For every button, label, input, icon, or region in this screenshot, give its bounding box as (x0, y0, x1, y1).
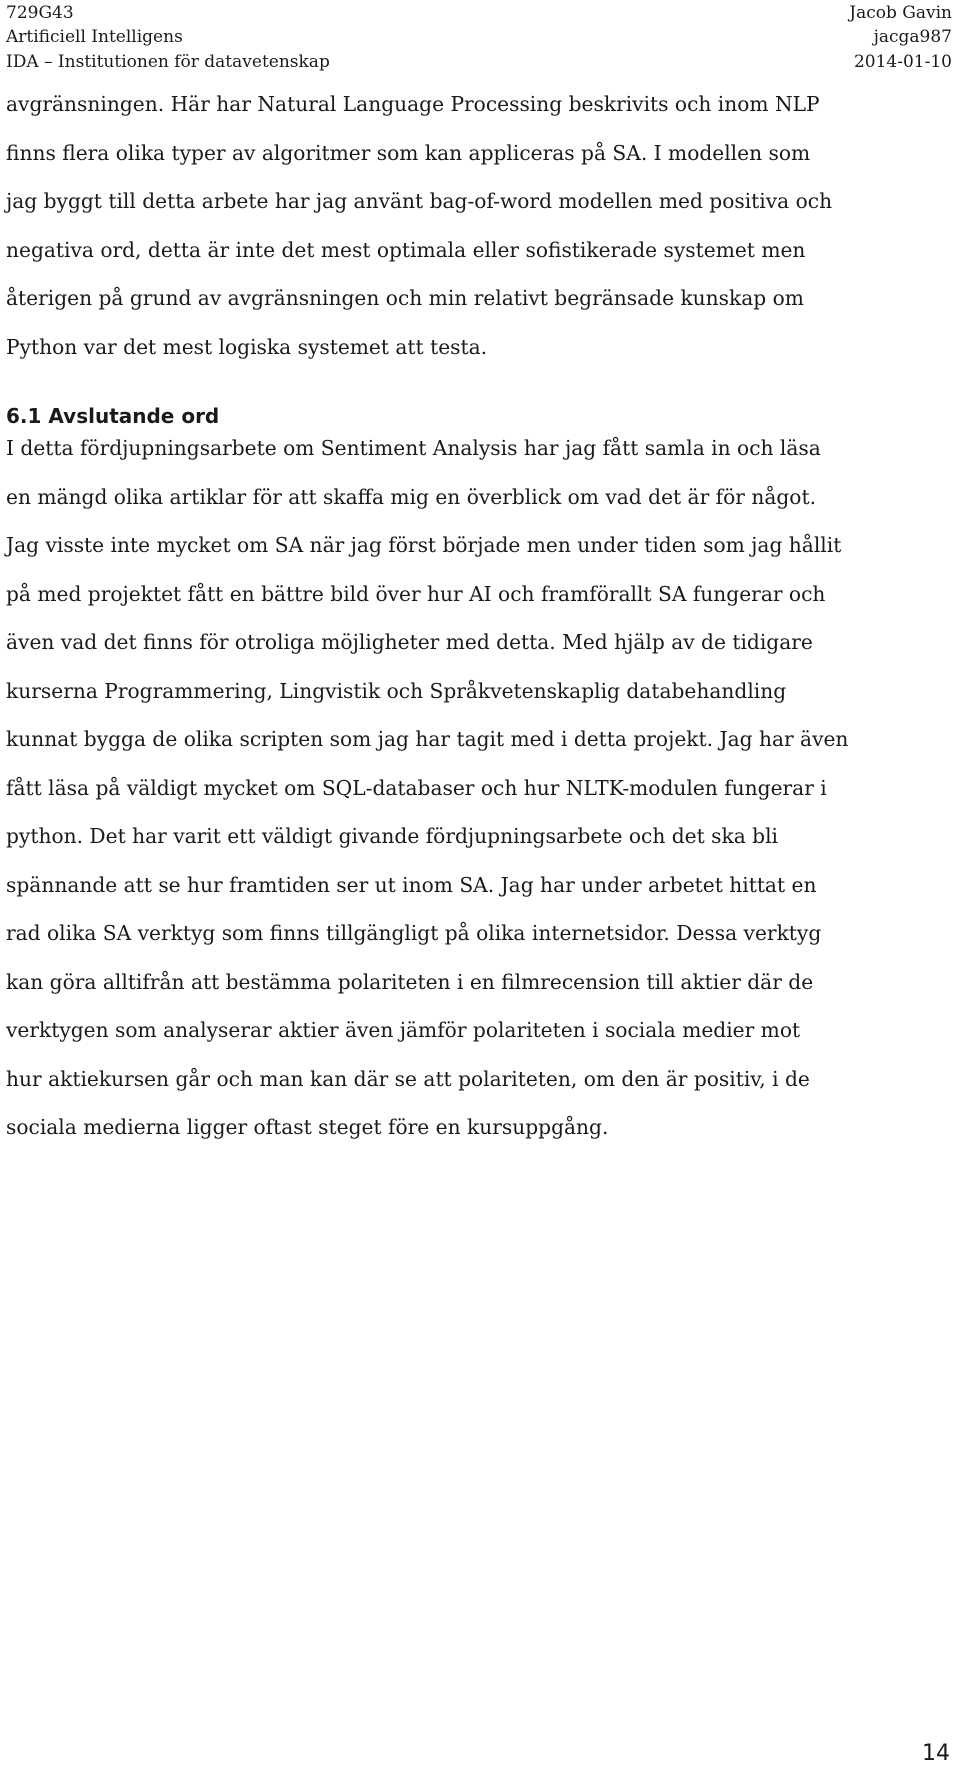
text-line: på med projektet fått en bättre bild över hur AI och framförallt SA fungerar och (6, 581, 826, 606)
text-line: Jag visste inte mycket om SA när jag först började men under tiden som jag hållit (6, 533, 842, 557)
text-line: kan göra alltifrån att bestämma polariteten i en filmrecension till aktier där de (6, 969, 814, 994)
section-6-1 (6, 394, 946, 1152)
text-line: avgränsningen. Här har Natural Language Processing beskrivits och inom NLP (6, 92, 820, 116)
text-line: jag byggt till detta arbete har jag använt bag-of-word modellen med positiva och (6, 189, 833, 213)
text-line: kunnat bygga de olika scripten som jag har tagit med i detta projekt. Jag har även (6, 727, 849, 751)
text-line: python. Det har varit ett väldigt givande fördjupningsarbete och det ska bli (6, 824, 779, 848)
document-date: 2014-01-10 (853, 52, 952, 72)
intro-paragraph (6, 80, 946, 371)
section-heading: 6.1 Avslutande ord (6, 404, 220, 428)
course-name: Artificiell Intelligens (6, 27, 183, 47)
text-line: rad olika SA verktyg som finns tillgängligt på olika internetsidor. Dessa verktyg (6, 921, 822, 945)
text-line: hur aktiekursen går och man kan där se att polariteten, om den är positiv, i de (6, 1066, 810, 1091)
text-line: en mängd olika artiklar för att skaffa mig en överblick om vad det är för något. (6, 484, 816, 509)
author-name: Jacob Gavin (849, 3, 952, 23)
text-line: finns flera olika typer av algoritmer som kan appliceras på SA. I modellen som (6, 140, 811, 165)
text-line: återigen på grund av avgränsningen och min relativt begränsade kunskap om (6, 286, 804, 310)
header-row-2 (6, 26, 952, 48)
author-id: jacga987 (873, 27, 952, 47)
header-row-3 (6, 51, 952, 73)
text-line: spännande att se hur framtiden ser ut inom SA. Jag har under arbetet hittat en (6, 872, 817, 897)
text-line: Python var det mest logiska systemet att testa. (6, 334, 488, 359)
text-line: kurserna Programmering, Lingvistik och Språkvetenskaplig databehandling (6, 678, 787, 703)
department: IDA – Institutionen för datavetenskap (6, 52, 330, 72)
text-line: I detta fördjupningsarbete om Sentiment Analysis har jag fått samla in och läsa (6, 436, 821, 460)
text-line: sociala medierna ligger oftast steget före en kursuppgång. (6, 1115, 609, 1139)
header-row-1 (6, 2, 952, 24)
text-line: verktygen som analyserar aktier även jämför polariteten i sociala medier mot (6, 1018, 801, 1042)
page-number: 14 (922, 1741, 950, 1766)
text-line: fått läsa på väldigt mycket om SQL-databaser och hur NLTK-modulen fungerar i (6, 775, 827, 800)
text-line: även vad det finns för otroliga möjligheter med detta. Med hjälp av de tidigare (6, 630, 813, 654)
course-code: 729G43 (6, 3, 74, 23)
text-line: negativa ord, detta är inte det mest optimala eller sofistikerade systemet men (6, 237, 806, 262)
